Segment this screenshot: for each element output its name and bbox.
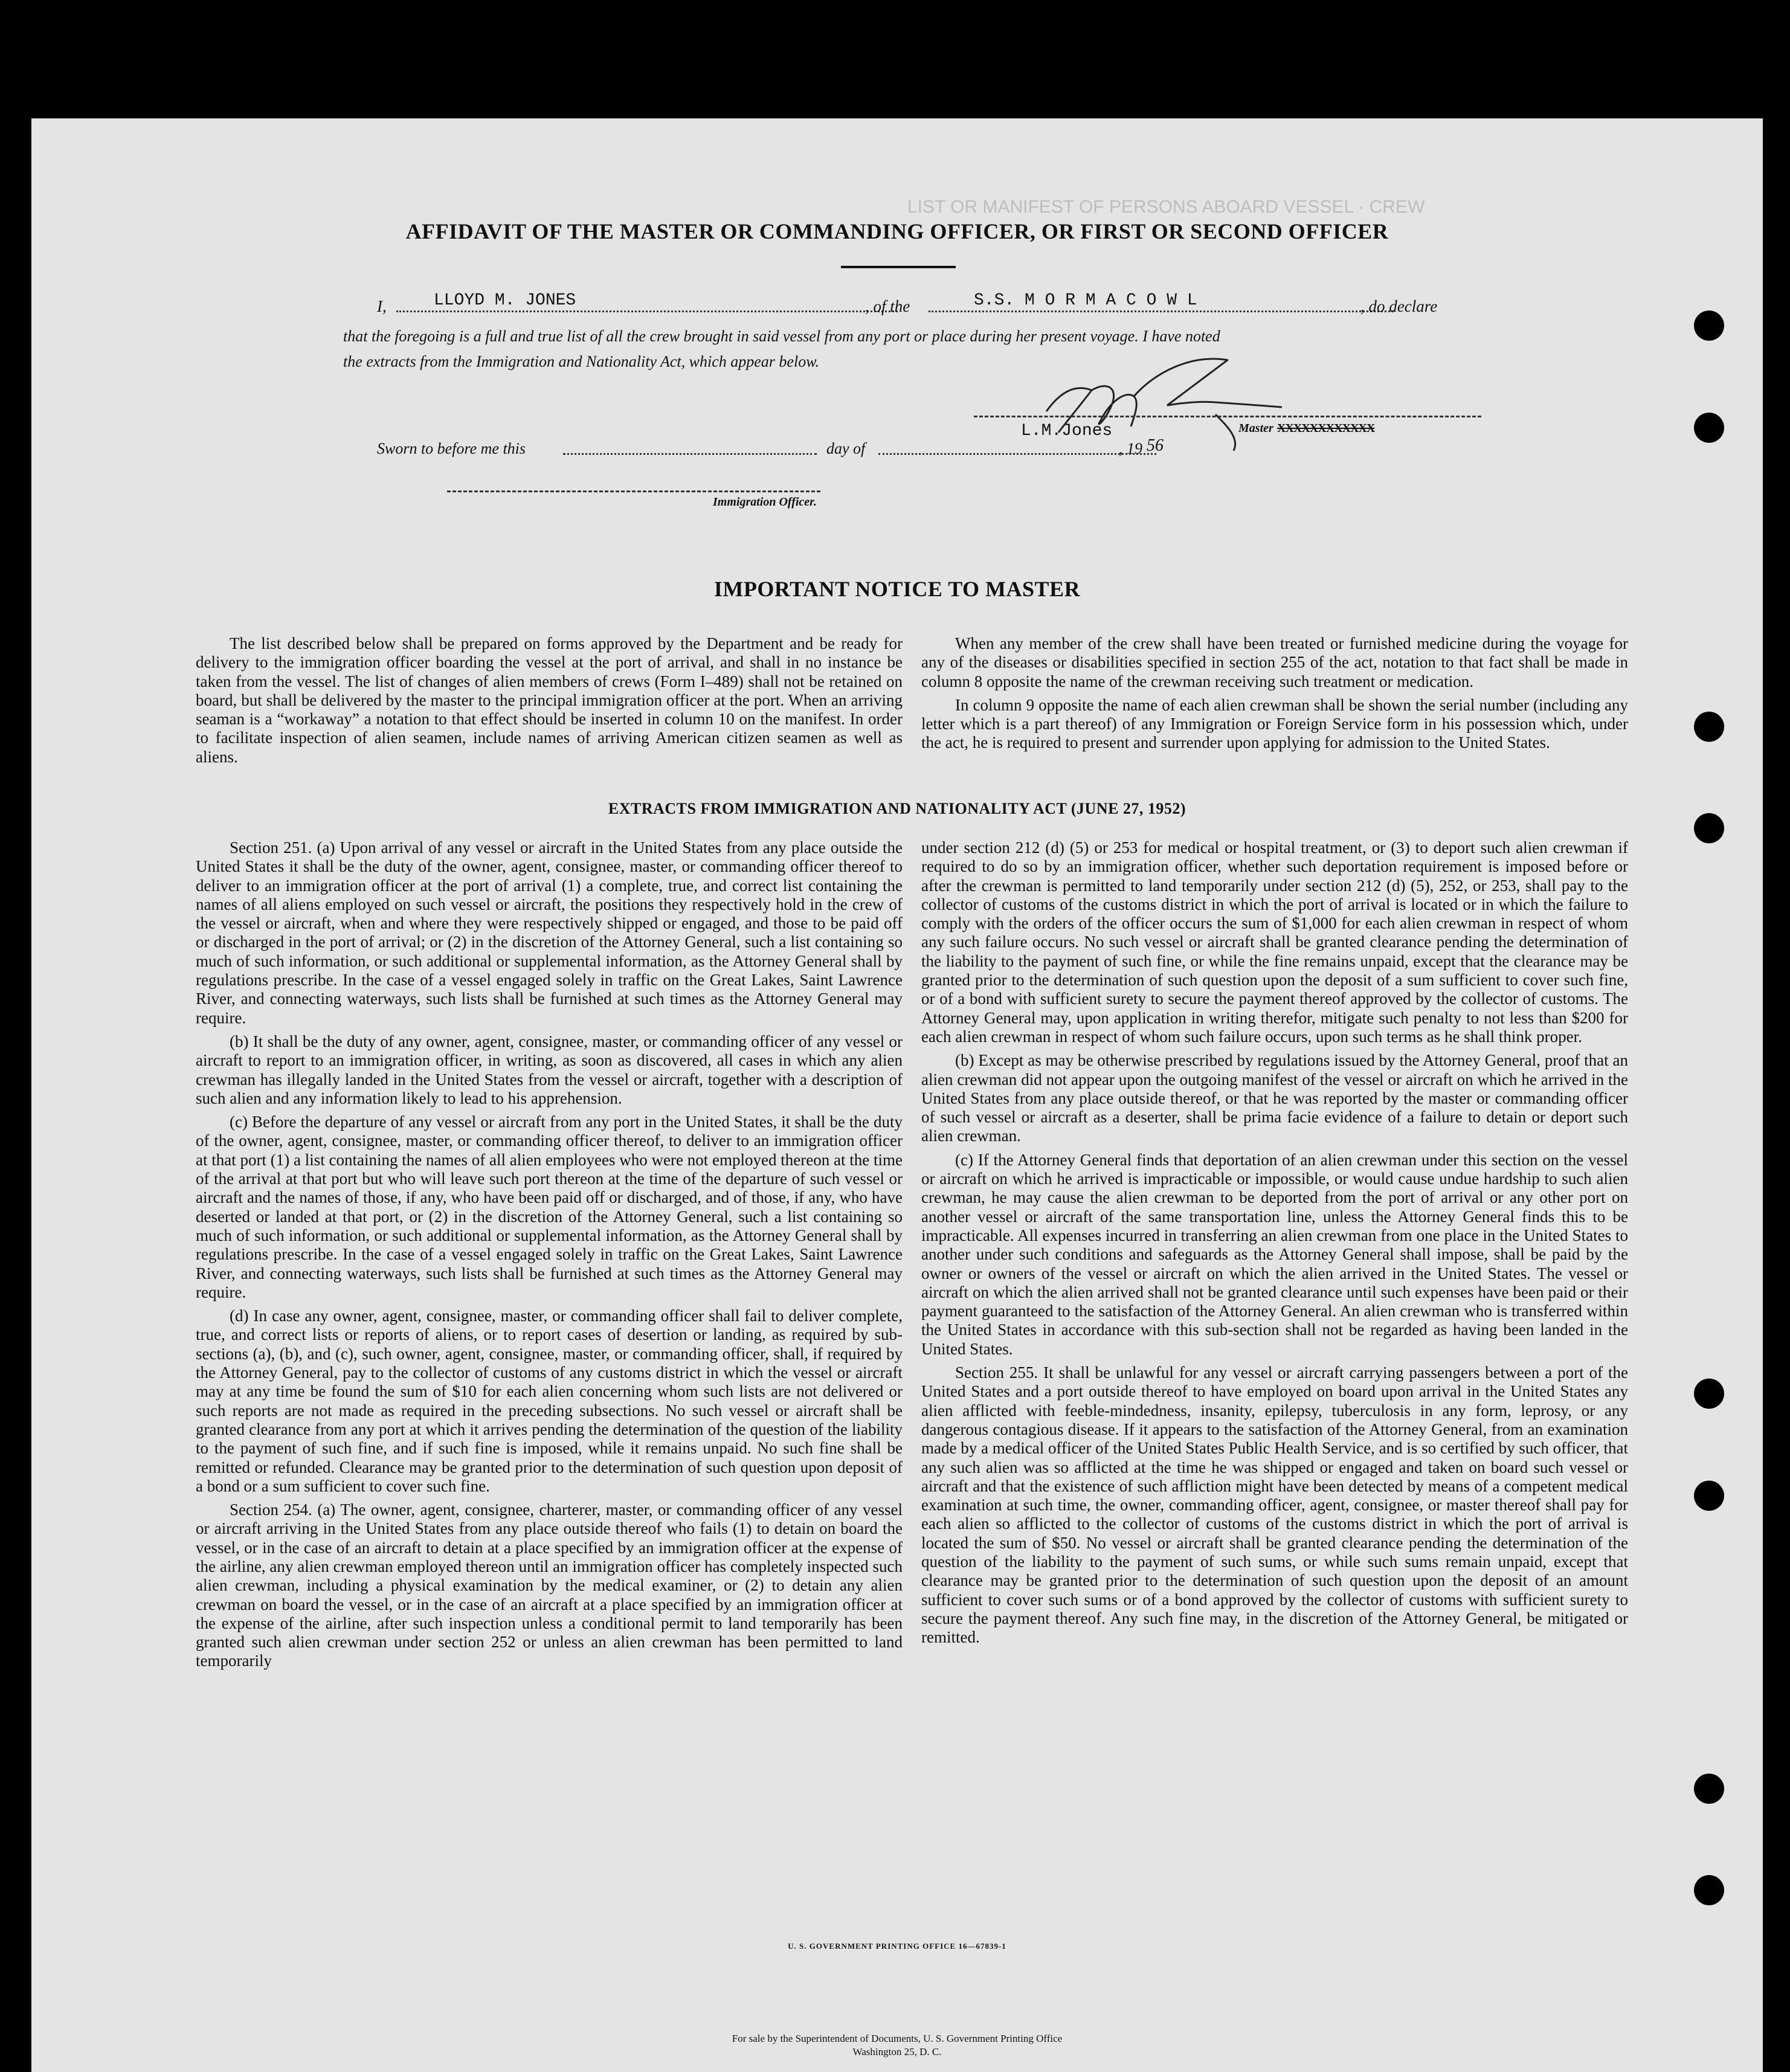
officer-signature-line xyxy=(447,491,820,492)
bleed-through-text: LIST OR MANIFEST OF PERSONS ABOARD VESSEL · CREW xyxy=(907,197,1425,217)
year-handwritten: 56 xyxy=(1147,436,1164,455)
statement-line-2: the extracts from the Immigration and Nationality Act, which appear below. xyxy=(343,353,820,370)
sworn-day-line xyxy=(563,453,817,455)
signature-line xyxy=(974,416,1481,417)
notice-title: IMPORTANT NOTICE TO MASTER xyxy=(713,577,1081,601)
act-section-paragraph: (c) Before the departure of any vessel or aircraft from any port in the United States, it shall be the duty of the owner, agent, consignee, master, or commanding officer thereof, to deliver to an immigration officer at that port (1) a list containing the names of all alien employees who were not employed thereon at the time of the arrival at that port but who will leave such port thereon at the time of the departure of such vessel or aircraft and the names of those, if any, who have been paid off or discharged, and of those, if any, who have deserted or landed at that port, or (2) in the discretion of the Attorney General, such a list containing so much of such information, or such additional or supplemental information, as the Attorney General shall by regulations prescribe. In the case of a vessel engaged solely in traffic on the Great Lakes, Saint Lawrence River, and connecting waterways, such lists shall be furnished at such times as the Attorney General may require. xyxy=(196,1113,903,1301)
act-section-paragraph: Section 255. It shall be unlawful for any vessel or aircraft carrying passengers between a port of the United States and a port outside thereof to have employed on board upon arrival in the United States any alien afflicted with feeble-mindedness, insanity, epilepsy, tuberculosis in any form, leprosy, or any dangerous contagious disease. If it appears to the satisfaction of the Attorney General, from an examination made by a medical officer of the United States Public Health Service, and is so certified by such officer, that any such alien was so afflicted at the time he was shipped or engaged and taken on board such vessel or aircraft and that the existence of such affliction might have been detected by means of a competent medical examination at such time, the owner, commanding officer, agent, consignee, or master thereof shall pay for each alien so afflicted to the collector of customs of the customs district in which the port of arrival is located the sum of $50. No vessel or aircraft shall be granted clearance pending the determination of the question of the liability to the payment of such sums, or while such sums remain unpaid, except that clearance may be granted prior to the determination of such question upon the deposit of an amount sufficient to cover such sums or of a bond approved by the collector of customs with sufficient surety to secure the payment thereof. Any such fine may, in the discretion of the Attorney General, be mitigated or remitted. xyxy=(921,1363,1628,1647)
act-section-paragraph: Section 254. (a) The owner, agent, consignee, charterer, master, or commanding officer of any vessel or aircraft arriving in the United States from any place outside thereof who fails (1) to detain on board the vessel, or in the case of an aircraft to detain at a place specified by an immigration officer at the expense of the airline, any alien crewman employed thereon until an immigration officer has completely inspected such alien crewman, including a physical examination by the medical examiner, or (2) to detain any alien crewman on board the vessel, or in the case of an aircraft at a place specified by an immigration officer at the expense of the airline, after such inspection unless a conditional permit to land temporarily has been granted such alien crewman under section 252 or unless an alien crewman has been permitted to land temporarily xyxy=(196,1501,903,1670)
notice-paragraph: In column 9 opposite the name of each alien crewman shall be shown the serial number (including any letter which is a part thereof) of any Immigration or Foreign Service form in his possession which, under the act, he is required to present and surrender upon applying for admission to the United States. xyxy=(921,695,1628,752)
punch-hole xyxy=(1694,1379,1724,1409)
notice-right-column xyxy=(921,634,1628,758)
act-section-paragraph: (c) If the Attorney General finds that deportation of an alien crewman under this section on the vessel or aircraft on which he arrived is impracticable or impossible, or would cause undue hardship to such alien crewman, he may cause the alien crewman to be deported from the port of arrival or any other port on another vessel or aircraft of the same transportation line, unless the Attorney General finds this to be impracticable. All expenses incurred in transferring an alien crewman from one place in the United States to another under such conditions and safeguards as the Attorney General shall impose, shall be paid by the owner or owners of the vessel or aircraft on which the alien arrived in the United States. The vessel or aircraft on which the alien arrived shall not be granted clearance until such expenses have been paid or their payment guaranteed to the satisfaction of the Attorney General. An alien crewman who is transferred within the United States in accordance with this sub-section shall not be regarded as having been landed in the United States. xyxy=(921,1150,1628,1358)
vessel-line xyxy=(929,310,1394,312)
act-section-paragraph: Section 251. (a) Upon arrival of any vessel or aircraft in the United States from any place outside the United States it shall be the duty of the owner, agent, consignee, master, or commanding officer thereof to deliver to an immigration officer at the port of arrival (1) a complete, true, and correct list containing the names of all aliens employed on such vessel or aircraft, the positions they respectively hold in the crew of the vessel or aircraft, when and where they were respectively shipped or engaged, and those to be paid off or discharged in the port of arrival; or (2) in the discretion of the Attorney General, such a list containing so much of such information, or such additional or supplemental information, as the Attorney General shall by regulations prescribe. In the case of a vessel engaged solely in traffic on the Great Lakes, Saint Lawrence River, and connecting waterways, such lists shall be furnished at such times as the Attorney General may require. xyxy=(196,838,903,1027)
day-of-label: day of xyxy=(826,440,866,457)
punch-hole xyxy=(1694,413,1724,443)
punch-hole xyxy=(1694,813,1724,843)
act-section-paragraph: (b) Except as may be otherwise prescribed by regulations issued by the Attorney General, proof that an alien crewman did not appear upon the outgoing manifest of the vessel or aircraft on which he arrived in the United States from any place outside thereof, or that he was reported by the master or commanding officer of such vessel or aircraft as a deserter, shall be prima facie evidence of a failure to detain or deport such alien crewman. xyxy=(921,1051,1628,1145)
handwritten-signature xyxy=(1034,354,1324,463)
sworn-label: Sworn to before me this xyxy=(377,440,526,457)
do-declare-label: , do declare xyxy=(1360,297,1438,315)
typed-signature: L.M.Jones xyxy=(1021,422,1113,440)
notice-paragraph: When any member of the crew shall have been treated or furnished medicine during the voyage for any of the diseases or disabilities specified in section 255 of the act, notation to that fact shall be made in column 8 opposite the name of the crewman receiving such treatment or medication. xyxy=(921,634,1628,690)
immigration-officer-label: Immigration Officer. xyxy=(713,495,817,509)
i-label: I, xyxy=(377,297,387,315)
master-title-label: Master xyxy=(1238,422,1273,435)
document-page xyxy=(31,118,1763,2072)
punch-hole xyxy=(1694,712,1724,742)
act-section-paragraph: (b) It shall be the duty of any owner, agent, consignee, master, or commanding officer of any vessel or aircraft to report to an immigration officer, in writing, as soon as discovered, all cases in which any alien crewman has illegally landed in the United States from the vessel or aircraft, together with a description of such alien and any information likely to lead to his apprehension. xyxy=(196,1032,903,1107)
affidavit-title: AFFIDAVIT OF THE MASTER OR COMMANDING OFFICER, OR FIRST OR SECOND OFFICER xyxy=(405,219,1389,243)
punch-hole xyxy=(1694,1774,1724,1804)
of-the-label: , of the xyxy=(865,297,910,315)
notice-paragraph: The list described below shall be prepared on forms approved by the Department and be ready for delivery to the immigration officer boarding the vessel at the port of arrival, and shall in no instance be taken from the vessel. The list of changes of alien members of crews (Form I–489) shall not be retained on board, but shall be delivered by the master to the principal immigration officer at the port. When an arriving seaman is a “workaway” a notation to that effect should be inserted in column 10 on the manifest. In order to facilitate inspection of alien seamen, include names of arriving American citizen seamen as well as aliens. xyxy=(196,634,903,766)
extracts-right-column xyxy=(921,838,1628,1652)
struck-out-title: XXXXXXXXXXXX xyxy=(1277,422,1375,435)
act-section-paragraph: under section 212 (d) (5) or 253 for medical or hospital treatment, or (3) to deport such alien crewman if required to do so by an immigration officer, whether such deportation requirement is imposed before or after the crewman is permitted to land temporarily under section 212 (d) (5), 252, or 253, shall pay to the collector of customs of the customs district in which the port of arrival is located or in which the failure to comply with the orders of the officer occurs the sum of $1,000 for each alien crewman in respect of whom any such failure occurs. No such vessel or aircraft shall be granted clearance pending the determination of the liability to the payment of such fine, or while the fine remains unpaid, except that the clearance may be granted prior to the determination of such question upon the deposit of a sum sufficient to cover such fine, or of a bond with sufficient surety to secure the payment thereof approved by the collector of customs. The Attorney General may, upon application in writing therefor, mitigate such penalty to not less than $200 for each alien crewman in respect of whom such failure occurs, upon such terms as he shall think proper. xyxy=(921,838,1628,1046)
title-divider xyxy=(841,266,956,268)
act-section-paragraph: (d) In case any owner, agent, consignee, master, or commanding officer shall fail to deliver complete, true, and correct lists or reports of aliens, or to report cases of desertion or landing, as required by sub-sections (a), (b), and (c), such owner, agent, consignee, master, or commanding officer, shall, if required by the Attorney General, pay to the collector of customs of any customs district in which the vessel or aircraft may at any time be found the sum of $10 for each alien concerning whom such lists are not delivered or such reports are not made as required in the preceding subsections. No such vessel or aircraft shall be granted clearance from any port at which it arrives pending the determination of the question of the liability to the payment of such fine, and if such fine is imposed, while it remains unpaid. No such fine shall be remitted or refunded. Clearance may be granted prior to the determination of such question upon deposit of a bond or a sum sufficient to cover such fine. xyxy=(196,1307,903,1495)
punch-hole xyxy=(1694,1875,1724,1905)
sale-line-1: For sale by the Superintendent of Documents, U. S. Government Printing Office xyxy=(732,2033,1063,2044)
notice-left-column xyxy=(196,634,903,771)
printing-office-line: U. S. GOVERNMENT PRINTING OFFICE 16—67839-1 xyxy=(788,1942,1006,1951)
master-name-field: LLOYD M. JONES xyxy=(434,291,576,310)
extracts-left-column xyxy=(196,838,903,1676)
sale-line-2: Washington 25, D. C. xyxy=(852,2046,942,2058)
extracts-title: EXTRACTS FROM IMMIGRATION AND NATIONALITY ACT (JUNE 27, 1952) xyxy=(608,800,1186,817)
name-line xyxy=(396,310,898,312)
vessel-name-field: S.S. M O R M A C O W L xyxy=(974,291,1197,310)
punch-hole xyxy=(1694,310,1724,341)
year-prefix-label: , 19 xyxy=(1119,440,1142,457)
sworn-month-line xyxy=(878,453,1156,455)
punch-hole xyxy=(1694,1481,1724,1511)
statement-line-1: that the foregoing is a full and true list of all the crew brought in said vessel from any port or place during her present voyage. I have noted xyxy=(343,327,1220,345)
